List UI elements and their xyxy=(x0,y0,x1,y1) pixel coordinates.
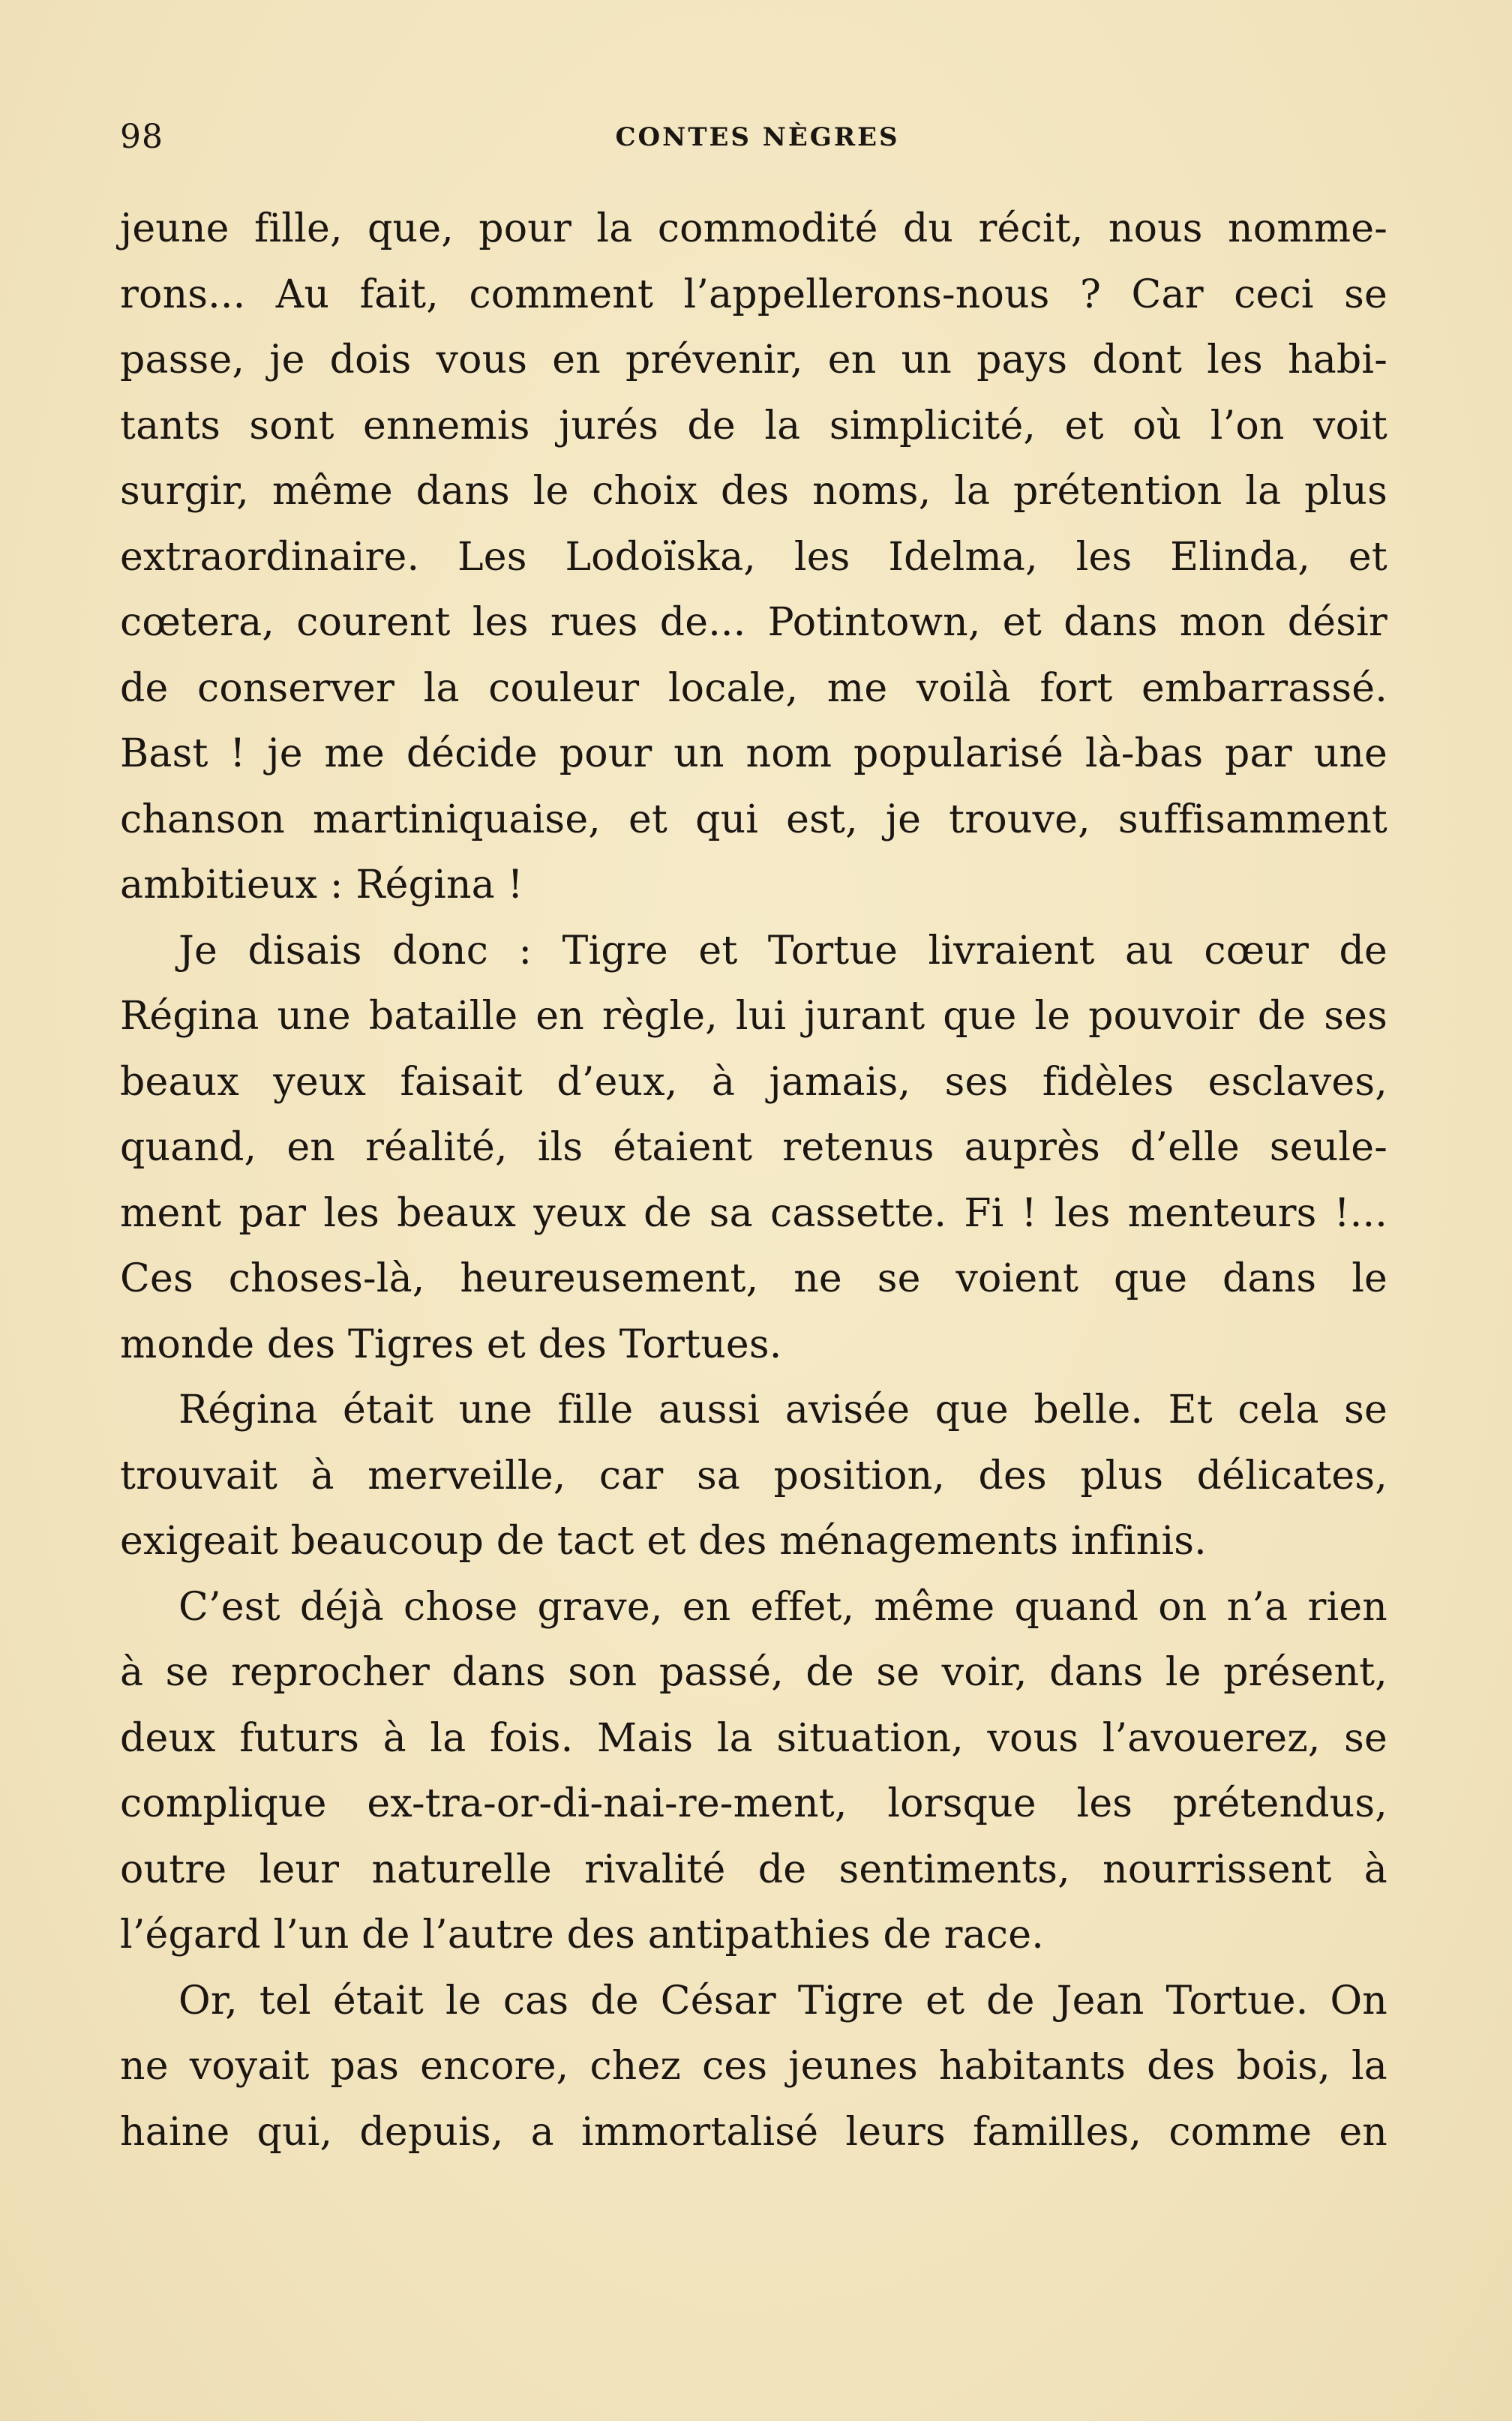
text-line: de conserver la couleur locale, me voilà fort embarrassé. xyxy=(120,665,1388,711)
page-header xyxy=(120,111,1395,164)
text-line: monde des Tigres et des Tortues. xyxy=(120,1322,782,1367)
text-line: chanson martiniquaise, et qui est, je trouve, suffisamment xyxy=(120,796,1388,842)
text-line: Ces choses-là, heureusement, ne se voient que dans le xyxy=(120,1256,1388,1301)
text-line: ne voyait pas encore, chez ces jeunes habitants des bois, la xyxy=(120,2044,1388,2089)
text-line: Je disais donc : Tigre et Tortue livraient au cœur de xyxy=(178,928,1388,974)
text-line: tants sont ennemis jurés de la simplicité, et où l’on voit xyxy=(120,403,1388,448)
text-line: à se reprocher dans son passé, de se voir, dans le présent, xyxy=(120,1650,1388,1695)
text-line: surgir, même dans le choix des noms, la prétention la plus xyxy=(120,469,1388,514)
text-line: ambitieux : Régina ! xyxy=(120,862,524,908)
text-line: extraordinaire. Les Lodoïska, les Idelma, les Elinda, et xyxy=(120,534,1388,580)
body-text xyxy=(120,196,1388,2165)
page-number: 98 xyxy=(120,118,164,156)
text-line: Régina était une fille aussi avisée que belle. Et cela se xyxy=(178,1388,1388,1432)
text-line: beaux yeux faisait d’eux, à jamais, ses fidèles esclaves, xyxy=(120,1059,1388,1105)
text-line: trouvait à merveille, car sa position, des plus délicates, xyxy=(120,1453,1388,1498)
text-line: exigeait beaucoup de tact et des ménagements infinis. xyxy=(120,1519,1207,1564)
text-line: complique ex-tra-or-di-nai-re-ment, lorsque les prétendus, xyxy=(120,1781,1388,1826)
text-line: cœtera, courent les rues de... Potintown, et dans mon désir xyxy=(120,600,1388,645)
text-line: deux futurs à la fois. Mais la situation, vous l’avouerez, se xyxy=(120,1715,1388,1761)
text-line: ment par les beaux yeux de sa cassette. Fi ! les menteurs !... xyxy=(120,1190,1388,1236)
text-line: quand, en réalité, ils étaient retenus auprès d’elle seule- xyxy=(120,1125,1388,1170)
text-line: C’est déjà chose grave, en effet, même quand on n’a rien xyxy=(178,1584,1388,1630)
text-line: Régina une bataille en règle, lui jurant que le pouvoir de ses xyxy=(120,994,1388,1039)
text-line: haine qui, depuis, a immortalisé leurs familles, comme en xyxy=(120,2109,1388,2155)
text-line: Bast ! je me décide pour un nom popularisé là-bas par une xyxy=(120,731,1388,776)
text-line: l’égard l’un de l’autre des antipathies de race. xyxy=(120,1912,1044,1958)
text-line: rons... Au fait, comment l’appellerons-nous ? Car ceci se xyxy=(120,272,1388,317)
text-line: jeune fille, que, pour la commodité du récit, nous nomme- xyxy=(120,206,1388,251)
text-line: Or, tel était le cas de César Tigre et de Jean Tortue. On xyxy=(178,1978,1388,2024)
text-line: outre leur naturelle rivalité de sentiments, nourrissent à xyxy=(120,1846,1388,1892)
running-title: CONTES NÈGRES xyxy=(615,122,900,152)
text-line: passe, je dois vous en prévenir, en un pays dont les habi- xyxy=(120,338,1388,382)
